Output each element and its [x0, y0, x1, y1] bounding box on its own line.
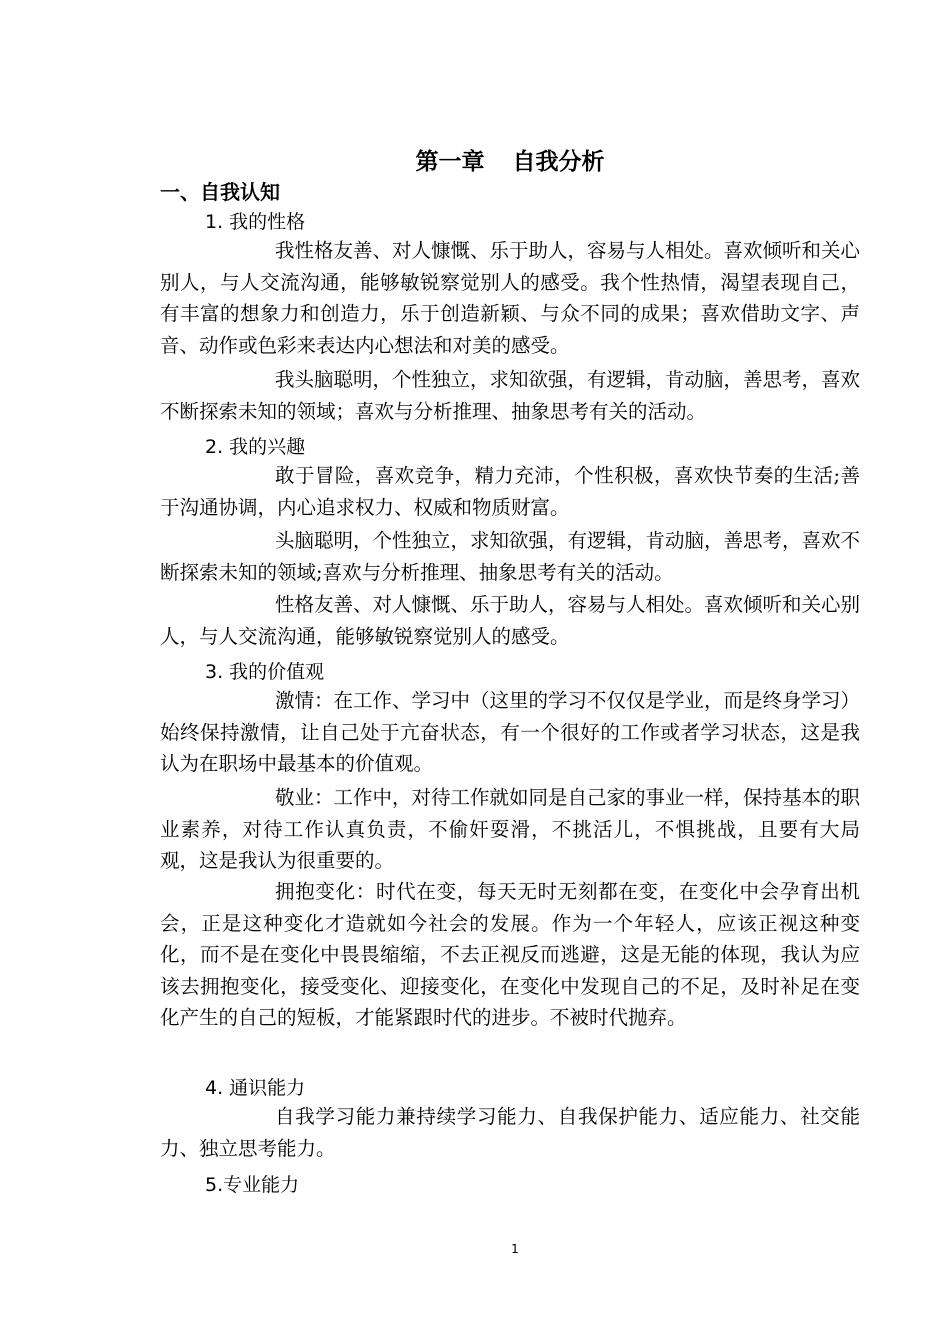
chapter-title: [0, 143, 950, 176]
subsection-heading-values: 3. 我的价值观: [205, 661, 325, 683]
paragraph: 性格友善、对人慷慨、乐于助人，容易与人相处。喜欢倾听和关心别人，与人交流沟通，能够敏锐察觉别人的感受。: [160, 593, 861, 648]
paragraph: 头脑聪明，个性独立，求知欲强，有逻辑，肯动脑，善思考，喜欢不断探索未知的领域;喜欢与分析推理、抽象思考有关的活动。: [160, 529, 861, 584]
subsection-heading-general-abilities: 4. 通识能力: [205, 1077, 306, 1099]
paragraph: 自我学习能力兼持续学习能力、自我保护能力、适应能力、社交能力、独立思考能力。: [160, 1105, 860, 1160]
paragraph: 敢于冒险，喜欢竞争，精力充沛，个性积极，喜欢快节奏的生活;善于沟通协调，内心追求权力、权威和物质财富。: [160, 464, 860, 519]
subsection-heading-interests: 2. 我的兴趣: [205, 436, 306, 458]
subsection-heading-personality: 1. 我的性格: [205, 211, 306, 233]
paragraph: 我性格友善、对人慷慨、乐于助人，容易与人相处。喜欢倾听和关心别人，与人交流沟通，能够敏锐察觉别人的感受。我个性热情，渴望表现自己，有丰富的想象力和创造力，乐于创造新颖、与众不同的成果；喜欢借助文字、声音、动作或色彩来表达内心想法和对美的感受。: [160, 239, 861, 357]
chapter-name: 自我分析: [512, 149, 605, 175]
page-number: 1: [511, 1242, 519, 1256]
paragraph: 激情：在工作、学习中（这里的学习不仅仅是学业，而是终身学习）始终保持激情，让自己处于亢奋状态，有一个很好的工作或者学习状态，这是我认为在职场中最基本的价值观。: [160, 689, 861, 775]
paragraph: 我头脑聪明，个性独立，求知欲强，有逻辑，肯动脑，善思考，喜欢不断探索未知的领域；喜欢与分析推理、抽象思考有关的活动。: [160, 368, 861, 423]
paragraph: 拥抱变化：时代在变，每天无时无刻都在变，在变化中会孕育出机会，正是这种变化才造就如今社会的发展。作为一个年轻人，应该正视这种变化，而不是在变化中畏畏缩缩，不去正视反而逃避，这是无能的体现，我认为应该去拥抱变化，接受变化、迎接变化，在变化中发现自己的不足，及时补足在变化产生的自己的短板，才能紧跟时代的进步。不被时代抛弃。: [160, 880, 860, 1029]
paragraph: 敬业：工作中，对待工作就如同是自己家的事业一样，保持基本的职业素养，对待工作认真负责，不偷奸耍滑，不挑活儿，不惧挑战，且要有大局观，这是我认为很重要的。: [160, 786, 861, 872]
section-heading: 一、自我认知: [160, 180, 280, 204]
subsection-heading-professional-abilities: 5.专业能力: [205, 1174, 300, 1196]
chapter-number: 第一章: [415, 149, 485, 175]
